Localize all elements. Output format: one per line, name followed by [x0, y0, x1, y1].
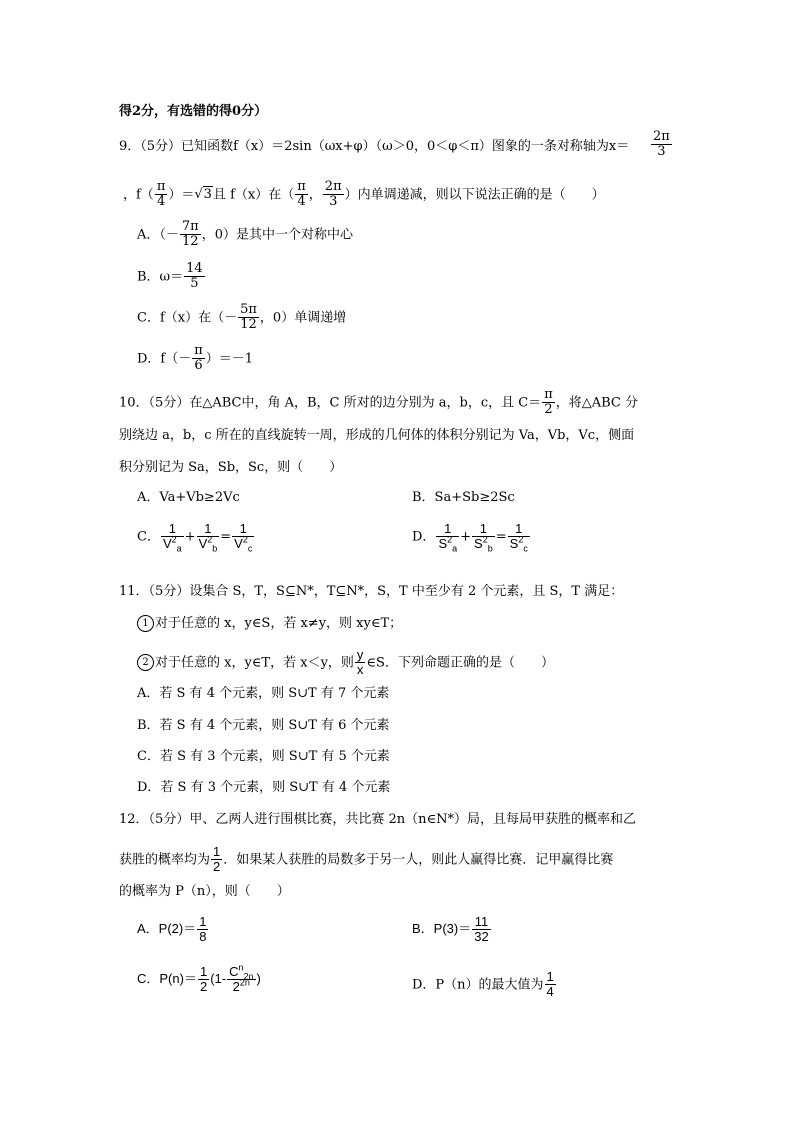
frac-den: $S^2_c$: [509, 534, 528, 554]
frac-num: 1: [197, 522, 220, 537]
q9-interval-right: [323, 180, 344, 210]
opt-text: B．P(3)＝: [412, 921, 472, 937]
frac-num: π: [194, 343, 203, 358]
q12-option-a[interactable]: [137, 915, 209, 945]
condition-text: 对于任意的 x，y∈T，若 x＜y，则: [155, 655, 354, 671]
frac-num: π: [544, 387, 553, 402]
q12-option-c[interactable]: [137, 962, 261, 995]
frac-num: 1: [508, 522, 530, 537]
frac-num: π: [297, 179, 306, 194]
q9-optD-fraction: [192, 344, 205, 374]
q9-stem: 已知函数: [181, 139, 234, 154]
frac-num: 2π: [324, 179, 342, 194]
condition-text: 对于任意的 x，y∈S，若 x≠y，则 xy∈T；: [155, 616, 403, 631]
opt-text: C．f（x）在（－: [137, 310, 238, 326]
q11-option-a[interactable]: A．若 S 有 4 个元素，则 S∪T 有 7 个元素: [137, 686, 390, 701]
frac-den: x: [356, 662, 364, 678]
q9-function: f（x）＝2sin（ωx+φ）（ω＞0，0＜φ＜π）图象的一条对称轴为: [233, 139, 609, 154]
q10-line2: 别绕边 a，b，c 所在的直线旋转一周，形成的几何体的体积分别记为 Va，Vb，Vc，侧面: [119, 428, 635, 443]
frac-den: $S^2_a$: [438, 534, 458, 554]
frac-den: 4: [546, 984, 554, 1000]
opt-text: B．ω＝: [137, 269, 184, 285]
q12-line1-text: 甲、乙两人进行围棋比赛，共比赛 2n（n∈N*）局，且每局甲获胜的概率和乙: [189, 812, 636, 827]
q12-line2-a: 获胜的概率均为: [119, 852, 211, 868]
opt-text: A．P(2)＝: [137, 921, 197, 937]
q12-optA-fraction: [197, 915, 208, 945]
opt-text: ，0）是其中一个对称中心: [201, 227, 353, 243]
q12-score: （5分）: [148, 812, 190, 827]
frac-num: 1: [232, 522, 254, 537]
q11-yx-fraction: [355, 648, 366, 678]
frac-num: 5π: [240, 302, 257, 317]
opt-text: A．（－: [137, 227, 179, 243]
q9-line1: [119, 140, 629, 153]
frac-den: 2: [544, 402, 553, 418]
q10-line1-b: ，将△ABC 分: [555, 395, 638, 411]
frac-num: 1: [213, 844, 221, 859]
frac-num: 14: [186, 261, 203, 276]
frac-den: 4: [297, 194, 306, 210]
q12-line3: 的概率为 P（n），则（ ）: [119, 884, 290, 899]
q12-number: 12．: [119, 812, 149, 827]
q12-optC-half: [198, 965, 209, 995]
q10-line1: [119, 388, 638, 418]
q12-half-fraction: [211, 845, 222, 875]
frac-den: $S^2_b$: [474, 534, 493, 554]
q10-option-d[interactable]: D． $\frac{1}{S^2_a}$ + $\frac{1}{S^2_b}$ = $\frac{1}{S^2_c}$: [412, 521, 528, 554]
q10-line1-a: 在△ABC中，角 A，B，C 所对的边分别为 a，b，c，且 C＝: [189, 395, 542, 411]
q11-line1: [119, 585, 623, 598]
opt-text: ，0）单调递增: [259, 310, 347, 326]
q10-option-c[interactable]: C． $\frac{1}{V^2_a}$ + $\frac{1}{V^2_b}$ = $\frac{1}{V^2_c}$: [137, 521, 253, 554]
q9-option-b[interactable]: [137, 262, 206, 292]
q9-option-d[interactable]: [137, 344, 253, 374]
q9-option-a[interactable]: [137, 220, 353, 250]
circle-2-icon: 2: [137, 654, 154, 671]
q12-line1: [119, 813, 636, 826]
frac-den: 8: [199, 929, 207, 945]
frac-num: y: [356, 647, 364, 662]
frac-num: 1: [436, 522, 459, 537]
frac-num: 1: [199, 914, 207, 929]
q12-option-b[interactable]: [412, 915, 492, 945]
opt-text: (1-: [210, 971, 227, 987]
q11-option-c[interactable]: C．若 S 有 3 个元素，则 S∪T 有 5 个元素: [137, 749, 390, 764]
q10-line3: 积分别记为 Sa，Sb，Sc，则（ ）: [119, 460, 343, 475]
q11-option-d[interactable]: D．若 S 有 3 个元素，则 S∪T 有 4 个元素: [137, 780, 391, 795]
q9-axis-label: x＝: [608, 139, 630, 154]
condition-text: ∈S．下列命题正确的是（ ）: [366, 655, 554, 671]
circle-1-icon: 1: [137, 615, 154, 632]
frac-num: $C^n_{2n}$: [229, 962, 254, 982]
sqrt-3: √3: [194, 187, 212, 203]
frac-den: 2: [213, 859, 221, 875]
opt-label: D．: [412, 529, 436, 545]
q12-optB-fraction: [472, 915, 490, 945]
q9-interval-left: [295, 180, 308, 210]
q10-c-frac-a: [161, 522, 184, 552]
q10-score: （5分）: [148, 395, 190, 411]
frac-num: 1: [472, 522, 495, 537]
frac-den: 2: [199, 979, 208, 995]
q10-d-frac-a: [436, 522, 459, 552]
opt-text: D．f（－: [137, 351, 192, 367]
q10-option-a[interactable]: A．Va+Vb≥2Vc: [137, 490, 240, 505]
q11-number: 11．: [119, 584, 149, 599]
frac-num: 1: [546, 969, 554, 984]
frac-den: 6: [194, 358, 203, 374]
q9-line2-c: 且 f（x）在（: [212, 187, 295, 203]
opt-label: C．: [137, 529, 160, 545]
q12-optC-binom: [227, 962, 255, 995]
q9-number: 9．: [119, 139, 141, 154]
q10-d-frac-b: [472, 522, 495, 552]
frac-den: $2^{2n}$: [232, 977, 250, 995]
frac-den: 12: [182, 234, 199, 250]
q10-d-frac-c: [508, 522, 530, 552]
q12-line2-b: ．如果某人获胜的局数多于另一人，则此人赢得比赛．记甲赢得比赛: [223, 852, 614, 868]
q9-pi4-fraction: [155, 180, 168, 210]
q9-optA-fraction: [180, 220, 201, 250]
q12-line2: [119, 845, 613, 875]
q9-axis-fraction: [651, 130, 672, 160]
radicand: 3: [203, 187, 212, 203]
q9-line2-d: ）内单调递减，则以下说法正确的是（ ）: [344, 187, 605, 203]
frac-den: $V^2_b$: [198, 534, 218, 554]
q10-option-b[interactable]: B．Sa+Sb≥2Sc: [412, 490, 515, 505]
opt-text: ): [256, 971, 261, 987]
frac-num: 1: [161, 522, 184, 537]
q10-c-fraction: [542, 388, 555, 418]
frac-num: π: [156, 179, 166, 194]
frac-den: 3: [329, 194, 338, 210]
frac-num: 7π: [181, 219, 199, 234]
q9-line2: ，f（ $\frac{\pi}{4}$ ）＝√3且 f（x）在（ $\frac{\pi}{4}$ ， $\frac{2\pi}{3}$ ）内单调递减，则以下说法正确的是（ ）: [123, 179, 605, 210]
q9-optC-fraction: [238, 303, 259, 333]
q9-optB-fraction: [184, 262, 205, 292]
q11-condition-1: [137, 615, 402, 632]
frac-num: 11: [472, 915, 490, 930]
q9-axis-den: 3: [657, 144, 666, 160]
opt-text: D．P（n）的最大值为: [412, 977, 544, 993]
q9-option-c[interactable]: [137, 303, 346, 333]
q11-score: （5分）: [148, 584, 190, 599]
frac-den: $V^2_a$: [162, 534, 182, 554]
q10-c-frac-b: [197, 522, 220, 552]
frac-den: 12: [240, 317, 257, 333]
q9-line2-b: ）＝: [168, 187, 195, 203]
section-note: 得2分，有选错的得0分）: [119, 104, 268, 119]
q11-line1-text: 设集合 S，T，S⊆N*，T⊆N*，S，T 中至少有 2 个元素，且 S，T 满足：: [189, 584, 624, 599]
q9-line2-a: ，f（: [123, 187, 154, 203]
q10-c-frac-c: [232, 522, 254, 552]
q11-option-b[interactable]: B．若 S 有 4 个元素，则 S∪T 有 6 个元素: [137, 718, 390, 733]
q10-number: 10．: [119, 395, 149, 411]
frac-num: 1: [199, 964, 208, 979]
opt-text: C．P(n)＝: [137, 971, 197, 987]
opt-text: ）＝－1: [205, 351, 254, 367]
q9-axis-num: 2π: [653, 129, 670, 144]
q11-condition-2: [137, 648, 554, 678]
frac-den: 32: [474, 929, 489, 945]
q9-score: （5分）: [140, 139, 182, 154]
frac-den: $V^2_c$: [234, 534, 253, 554]
q12-optD-fraction: [545, 970, 556, 1000]
frac-den: 5: [190, 276, 199, 292]
frac-den: 4: [156, 194, 166, 210]
q12-option-d[interactable]: [412, 970, 557, 1000]
